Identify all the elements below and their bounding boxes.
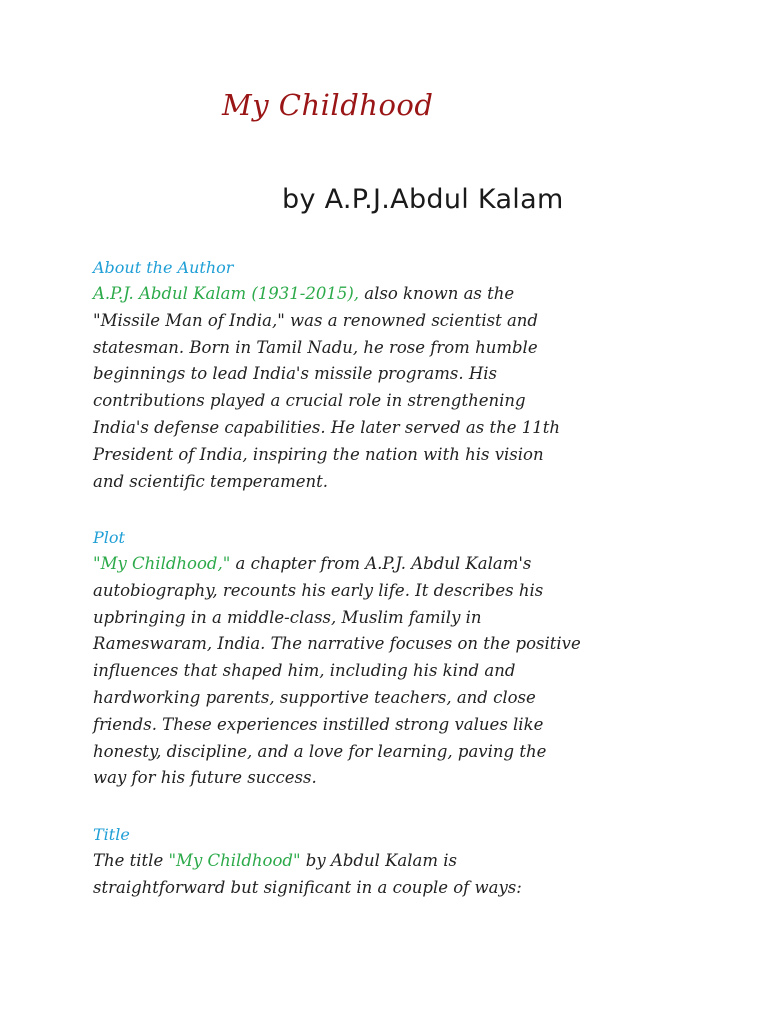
line-text: also known as the: [359, 284, 515, 303]
paragraph-line: and scientific temperament.: [93, 471, 329, 491]
paragraph-line: straightforward but significant in a couple of ways:: [93, 877, 522, 897]
paragraph-line: way for his future success.: [93, 768, 317, 788]
document-title: My Childhood: [222, 88, 434, 122]
highlighted-text: "My Childhood": [168, 851, 301, 870]
plot-section: [93, 524, 683, 792]
paragraph-line: honesty, discipline, and a love for learning, paving the: [93, 741, 547, 761]
paragraph-line: [93, 848, 683, 875]
paragraph-line: hardworking parents, supportive teachers, and close: [93, 687, 536, 707]
paragraph-line: beginnings to lead India's missile programs. His: [93, 364, 497, 384]
paragraph-line: India's defense capabilities. He later served as the 11th: [93, 417, 560, 437]
line-text: The title: [93, 851, 169, 870]
paragraph-line: Rameswaram, India. The narrative focuses on the positive: [93, 634, 581, 654]
highlighted-text: A.P.J. Abdul Kalam (1931-2015),: [93, 284, 360, 303]
paragraph-line: President of India, inspiring the nation with his vision: [93, 444, 544, 464]
document-byline: by A.P.J.Abdul Kalam: [282, 184, 564, 215]
paragraph-line: [93, 551, 683, 578]
paragraph-line: influences that shaped him, including his kind and: [93, 661, 516, 681]
line-text: a chapter from A.P.J. Abdul Kalam's: [230, 554, 532, 573]
paragraph-line: autobiography, recounts his early life. It describes his: [93, 580, 544, 600]
paragraph-line: upbringing in a middle-class, Muslim family in: [93, 607, 482, 627]
paragraph-line: friends. These experiences instilled strong values like: [93, 714, 544, 734]
about-author-section: [93, 254, 683, 495]
paragraph-line: contributions played a crucial role in strengthening: [93, 391, 526, 411]
paragraph-line: statesman. Born in Tamil Nadu, he rose from humble: [93, 337, 538, 357]
paragraph-line: [93, 281, 683, 308]
line-text: by Abdul Kalam is: [300, 851, 458, 870]
title-heading: Title: [93, 825, 130, 844]
plot-heading: Plot: [93, 528, 125, 547]
paragraph-line: "Missile Man of India," was a renowned scientist and: [93, 310, 538, 330]
highlighted-text: "My Childhood,": [93, 554, 231, 573]
title-section: [93, 821, 683, 902]
about-author-heading: About the Author: [93, 258, 234, 277]
